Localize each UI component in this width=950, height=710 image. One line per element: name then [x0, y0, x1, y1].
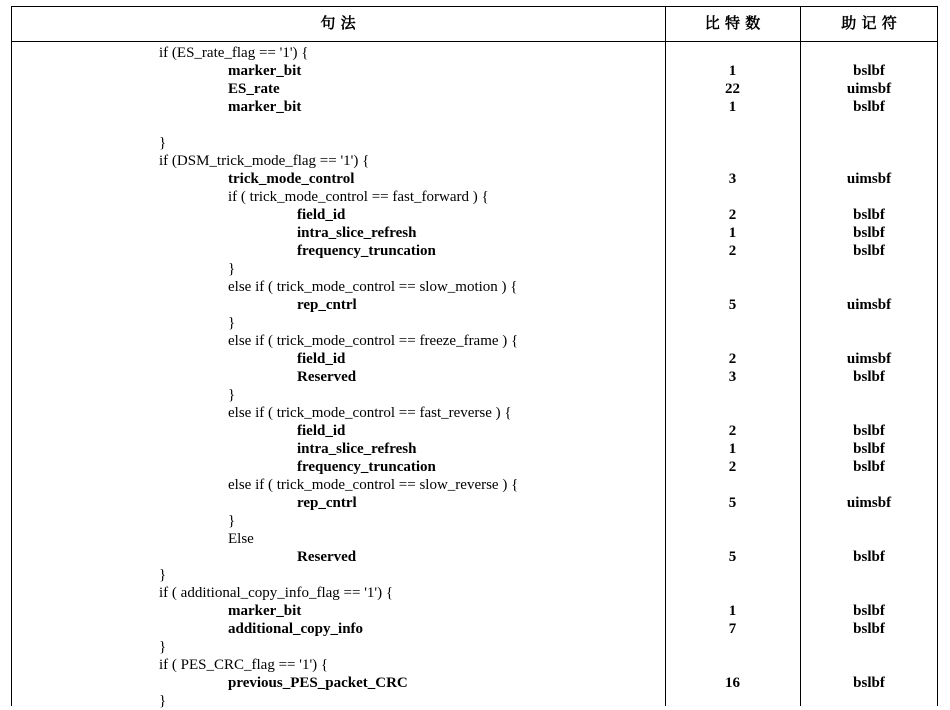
bits-cell: 1 — [728, 441, 737, 457]
bits-cell: 1 — [728, 63, 737, 79]
table-row — [11, 152, 938, 170]
bits-cell: 3 — [728, 369, 737, 385]
mnemonic-cell: bslbf — [853, 423, 885, 439]
bits-cell: 1 — [728, 99, 737, 115]
syntax-statement: else if ( trick_mode_control == slow_reverse ) { — [228, 477, 519, 493]
bits-cell: 5 — [728, 297, 737, 313]
syntax-statement: if ( PES_CRC_flag == '1') { — [159, 657, 329, 673]
syntax-field: field_id — [297, 351, 346, 367]
syntax-statement: Else — [228, 531, 254, 547]
syntax-field: trick_mode_control — [228, 171, 355, 187]
bits-cell: 1 — [728, 603, 737, 619]
bits-cell: 7 — [728, 621, 737, 637]
table-row — [11, 296, 938, 314]
syntax-statement: if (ES_rate_flag == '1') { — [159, 45, 309, 61]
mnemonic-cell: bslbf — [853, 243, 885, 259]
table-row — [11, 584, 938, 602]
mnemonic-cell: bslbf — [853, 63, 885, 79]
table-row — [11, 692, 938, 710]
syntax-field: marker_bit — [228, 603, 302, 619]
bits-cell: 2 — [728, 423, 737, 439]
table-row — [11, 602, 938, 620]
table-row — [11, 548, 938, 566]
mnemonic-cell: bslbf — [853, 549, 885, 565]
bits-cell: 1 — [728, 225, 737, 241]
table-row — [11, 674, 938, 692]
table-row — [11, 512, 938, 530]
table-row — [11, 134, 938, 152]
table-row — [11, 440, 938, 458]
bits-cell: 3 — [728, 171, 737, 187]
header-divider — [11, 41, 938, 42]
table-row — [11, 242, 938, 260]
table-row — [11, 278, 938, 296]
bits-cell: 16 — [725, 675, 740, 691]
syntax-field: intra_slice_refresh — [297, 441, 417, 457]
syntax-statement: } — [228, 261, 236, 277]
bits-cell: 5 — [728, 549, 737, 565]
mnemonic-cell: uimsbf — [846, 351, 892, 367]
mnemonic-cell: bslbf — [853, 441, 885, 457]
bits-cell: 2 — [728, 243, 737, 259]
syntax-field: field_id — [297, 207, 346, 223]
table-row — [11, 476, 938, 494]
syntax-field: rep_cntrl — [297, 297, 357, 313]
header-syntax: 句 法 — [320, 14, 356, 32]
syntax-statement: if ( additional_copy_info_flag == '1') { — [159, 585, 394, 601]
bits-cell: 2 — [728, 351, 737, 367]
table-row — [11, 44, 938, 62]
table-row — [11, 224, 938, 242]
header-mnemonic: 助 记 符 — [841, 14, 897, 32]
syntax-field: intra_slice_refresh — [297, 225, 417, 241]
syntax-statement: else if ( trick_mode_control == freeze_frame ) { — [228, 333, 519, 349]
table-row — [11, 80, 938, 98]
mnemonic-cell: bslbf — [853, 459, 885, 475]
table-row — [11, 404, 938, 422]
bits-cell: 5 — [728, 495, 737, 511]
table-row — [11, 116, 938, 134]
syntax-statement: } — [159, 639, 167, 655]
syntax-statement: } — [228, 315, 236, 331]
mnemonic-cell: bslbf — [853, 621, 885, 637]
table-row — [11, 368, 938, 386]
table-row — [11, 332, 938, 350]
syntax-statement: else if ( trick_mode_control == slow_motion ) { — [228, 279, 518, 295]
mnemonic-cell: uimsbf — [846, 171, 892, 187]
syntax-field: Reserved — [297, 369, 357, 385]
table-row — [11, 458, 938, 476]
syntax-field: additional_copy_info — [228, 621, 364, 637]
table-row — [11, 188, 938, 206]
bits-cell: 2 — [728, 459, 737, 475]
syntax-field: rep_cntrl — [297, 495, 357, 511]
syntax-field: previous_PES_packet_CRC — [228, 675, 408, 691]
syntax-field: frequency_truncation — [297, 243, 436, 259]
table-row — [11, 530, 938, 548]
mnemonic-cell: bslbf — [853, 207, 885, 223]
syntax-statement: if (DSM_trick_mode_flag == '1') { — [159, 153, 370, 169]
mnemonic-cell: bslbf — [853, 225, 885, 241]
mnemonic-cell: bslbf — [853, 369, 885, 385]
syntax-statement: } — [159, 567, 167, 583]
table-row — [11, 494, 938, 512]
table-row — [11, 620, 938, 638]
table-row — [11, 206, 938, 224]
syntax-statement: } — [159, 693, 167, 709]
table-row — [11, 350, 938, 368]
syntax-field: ES_rate — [228, 81, 280, 97]
syntax-field: frequency_truncation — [297, 459, 436, 475]
syntax-field: field_id — [297, 423, 346, 439]
syntax-statement: if ( trick_mode_control == fast_forward ) { — [228, 189, 489, 205]
table-row — [11, 314, 938, 332]
syntax-field: marker_bit — [228, 63, 302, 79]
table-row — [11, 98, 938, 116]
syntax-table — [11, 6, 938, 709]
bits-cell: 22 — [725, 81, 740, 97]
table-row — [11, 386, 938, 404]
mnemonic-cell: uimsbf — [846, 81, 892, 97]
syntax-field: marker_bit — [228, 99, 302, 115]
table-row — [11, 422, 938, 440]
mnemonic-cell: bslbf — [853, 603, 885, 619]
table-row — [11, 656, 938, 674]
header-bits: 比 特 数 — [704, 14, 761, 32]
table-row — [11, 170, 938, 188]
mnemonic-cell: uimsbf — [846, 297, 892, 313]
table-row — [11, 260, 938, 278]
table-row — [11, 62, 938, 80]
syntax-statement: } — [228, 387, 236, 403]
syntax-statement: } — [228, 513, 236, 529]
mnemonic-cell: uimsbf — [846, 495, 892, 511]
table-row — [11, 638, 938, 656]
table-row — [11, 566, 938, 584]
syntax-statement: else if ( trick_mode_control == fast_reverse ) { — [228, 405, 512, 421]
mnemonic-cell: bslbf — [853, 675, 885, 691]
mnemonic-cell: bslbf — [853, 99, 885, 115]
bits-cell: 2 — [728, 207, 737, 223]
syntax-statement: } — [159, 135, 167, 151]
syntax-field: Reserved — [297, 549, 357, 565]
